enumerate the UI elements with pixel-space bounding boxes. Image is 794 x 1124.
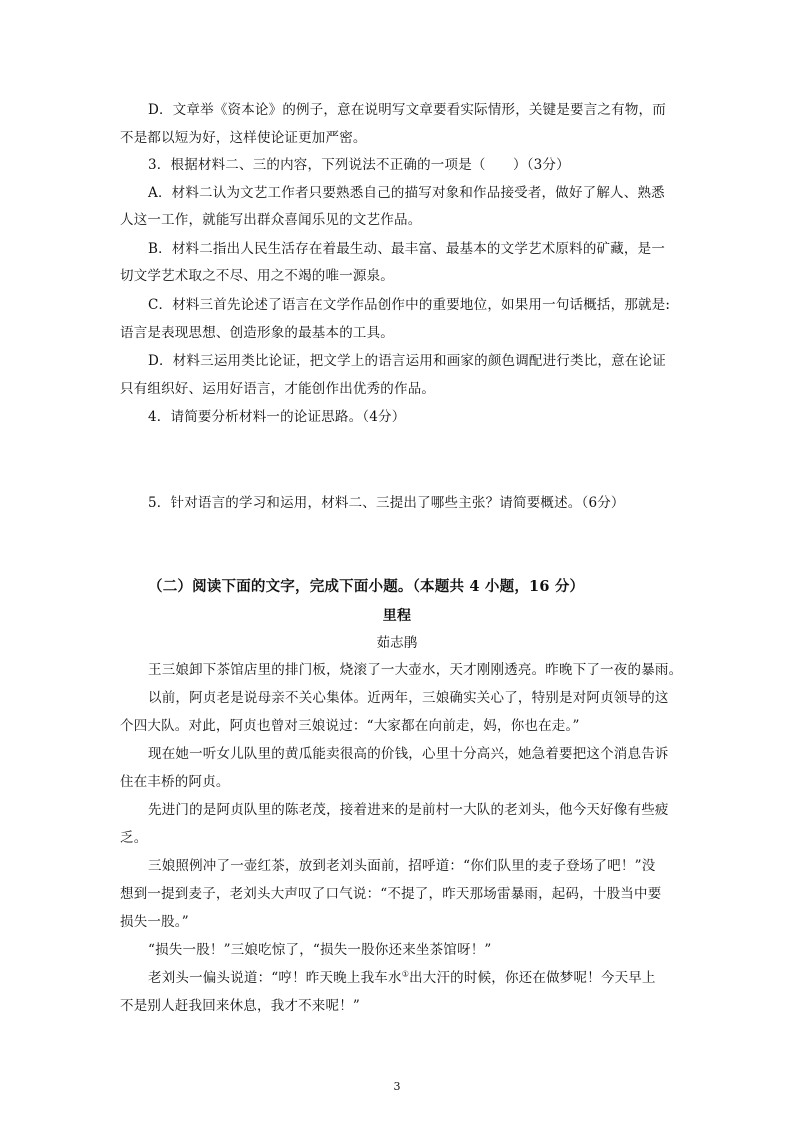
q3-option-c-line1: C．材料三首先论述了语言在文学作品创作中的重要地位，如果用一句话概括，那就是:: [148, 297, 671, 313]
story-paragraph-5-line3: 损失一股。”: [120, 914, 189, 930]
story-paragraph-5-line2: 想到一提到麦子，老刘头大声叹了口气说：“不提了，昨天那场雷暴雨，起码，十股当中要: [120, 886, 662, 902]
story-paragraph-3-line2: 住在丰桥的阿贞。: [120, 774, 230, 790]
story-author: 茹志鹃: [376, 635, 418, 651]
story-paragraph-1: 王三娘卸下茶馆店里的排门板，烧滚了一大壶水，天才刚刚透亮。昨晚下了一夜的暴雨。: [148, 662, 683, 678]
story-title: 里程: [382, 608, 412, 624]
q3-option-a-line2: 人这一工作，就能写出群众喜闻乐见的文艺作品。: [120, 212, 422, 228]
q3-option-a-line1: A．材料二认为文艺工作者只要熟悉自己的描写对象和作品接受者，做好了解人、熟悉: [148, 185, 665, 201]
story-paragraph-7-text-a: 老刘头一偏头说道：“哼！昨天晚上我车水: [148, 970, 402, 986]
q3-option-b-line1: B．材料二指出人民生活存在着最生动、最丰富、最基本的文学艺术原料的矿藏，是一: [148, 241, 666, 257]
story-paragraph-2-line1: 以前，阿贞老是说母亲不关心集体。近两年，三娘确实关心了，特别是对阿贞领导的这: [148, 690, 669, 706]
story-paragraph-2-line2: 个四大队。对此，阿贞也曾对三娘说过：“大家都在向前走，妈，你也在走。”: [120, 718, 580, 734]
q3-option-d-line2: 只有组织好、运用好语言，才能创作出优秀的作品。: [120, 381, 436, 397]
story-paragraph-7-line1: [148, 968, 708, 988]
q3-stem: 3．根据材料二、三的内容，下列说法不正确的一项是（ ）（3分）: [148, 157, 570, 173]
q2-option-d-line2: 不是都以短为好，这样使论证更加严密。: [120, 130, 367, 146]
q5-stem: 5．针对语言的学习和运用，材料二、三提出了哪些主张？请简要概述。（6分）: [148, 495, 625, 511]
q3-option-d-line1: D．材料三运用类比论证，把文学上的语言运用和画家的颜色调配进行类比，意在论证: [148, 353, 666, 369]
q4-stem: 4．请简要分析材料一的论证思路。（4分）: [148, 409, 406, 425]
page-number: 3: [393, 1080, 401, 1093]
story-paragraph-6: “损失一股！”三娘吃惊了，“损失一股你还来坐茶馆呀！”: [148, 942, 492, 958]
story-paragraph-7-line2: 不是别人赶我回来休息，我才不来呢！”: [120, 998, 361, 1014]
footnote-marker: ①: [401, 969, 410, 979]
q2-option-d-line1: D．文章举《资本论》的例子，意在说明写文章要看实际情形，关键是要言之有物，而: [148, 102, 666, 118]
story-paragraph-3-line1: 现在她一听女儿队里的黄瓜能卖很高的价钱，心里十分高兴，她急着要把这个消息告诉: [148, 746, 669, 762]
section-heading: （二）阅读下面的文字，完成下面小题。（本题共 4 小题，16 分）: [148, 578, 585, 595]
q3-option-b-line2: 切文学艺术取之不尽、用之不竭的唯一源泉。: [120, 268, 394, 284]
story-paragraph-5-line1: 三娘照例冲了一壶红茶，放到老刘头面前，招呼道：“你们队里的麦子登场了吧！”没: [148, 858, 656, 874]
story-paragraph-4-line2: 乏。: [120, 830, 148, 846]
story-paragraph-4-line1: 先进门的是阿贞队里的陈老茂，接着进来的是前村一大队的老刘头，他今天好像有些疲: [148, 802, 669, 818]
story-paragraph-7-text-b: 出大汗的时候，你还在做梦呢！今天早上: [409, 970, 656, 986]
q3-option-c-line2: 语言是表现思想、创造形象的最基本的工具。: [120, 325, 394, 341]
